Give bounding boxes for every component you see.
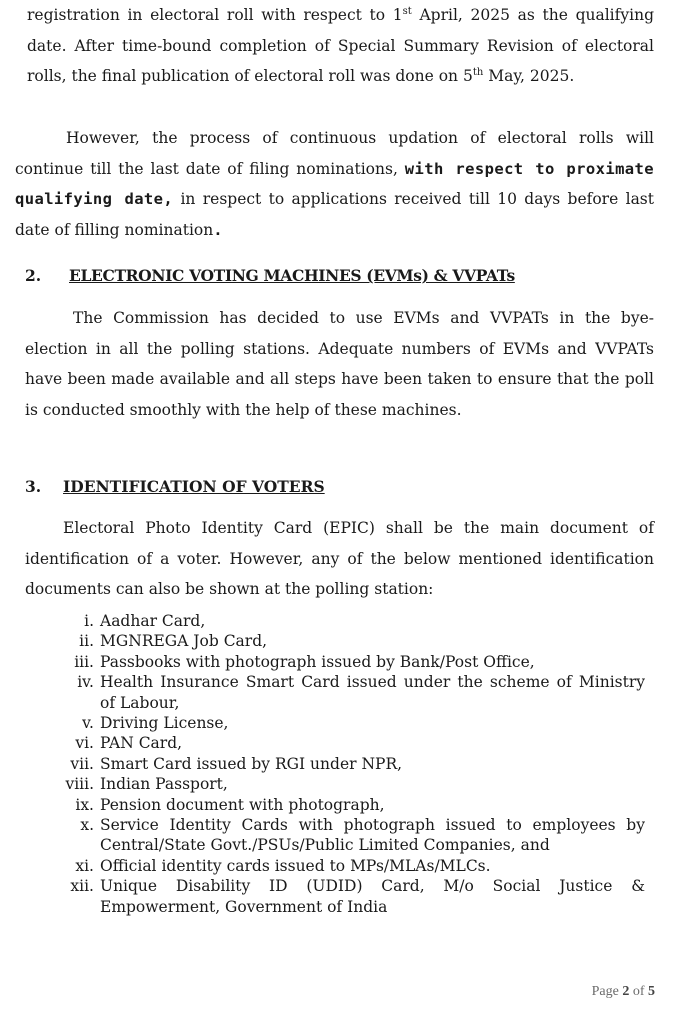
- list-item: [0, 815, 645, 856]
- list-item: [0, 672, 645, 713]
- list-item-marker: viii.: [65, 775, 94, 794]
- list-item-text: MGNREGA Job Card,: [100, 632, 268, 651]
- list-item: [0, 713, 645, 733]
- section-3-body: Electoral Photo Identity Card (EPIC) shall be the main document of identification of a voter. However, any of the below mentioned identification documents can also be shown at the polling station:: [25, 519, 654, 599]
- list-item-marker: iii.: [74, 652, 94, 671]
- section-2-title: ELECTRONIC VOTING MACHINES (EVMs) & VVPATs: [69, 266, 515, 285]
- list-item-marker: iv.: [77, 673, 94, 692]
- list-item: [0, 856, 645, 876]
- list-item-text: Indian Passport,: [100, 775, 228, 794]
- list-item-marker: ii.: [79, 632, 94, 651]
- list-item-marker: xii.: [70, 877, 94, 896]
- section-2-number: 2.: [25, 266, 42, 285]
- list-item-text: Health Insurance Smart Card issued under the scheme of Ministry of Labour,: [100, 673, 645, 712]
- list-item-text: Passbooks with photograph issued by Bank/Post Office,: [100, 652, 535, 671]
- page-total: 5: [648, 984, 655, 999]
- list-item-text: Service Identity Cards with photograph issued to employees by Central/State Govt./PSUs/Public Limited Companies, and: [100, 816, 645, 855]
- list-item-text: PAN Card,: [100, 734, 183, 753]
- paragraph-continuous-updation: However, the process of continuous updation of electoral rolls will continue till the last date of filing nominations, with respect to proximate qualifying date, in respect to applications received till 10 days before last date of filling nomination.: [15, 129, 655, 239]
- page-current: 2: [622, 984, 630, 999]
- list-item-marker: v.: [82, 714, 94, 733]
- list-item: [0, 652, 645, 672]
- section-2-heading: [25, 266, 515, 286]
- list-item: [0, 876, 645, 917]
- section-3-number: 3.: [25, 477, 42, 496]
- bold-qualifying-date: with respect to proximate qualifying date,: [15, 159, 655, 209]
- list-item-marker: x.: [80, 816, 94, 835]
- list-item: [0, 631, 645, 651]
- list-item: [0, 774, 645, 794]
- list-item: [0, 611, 645, 631]
- list-item-marker: vii.: [70, 754, 94, 773]
- list-item-marker: xi.: [75, 856, 94, 875]
- list-item-text: Aadhar Card,: [100, 612, 206, 630]
- section-3-heading: [25, 477, 325, 497]
- list-item-marker: i.: [84, 612, 94, 630]
- list-item-text: Official identity cards issued to MPs/MLAs/MLCs.: [100, 856, 491, 875]
- list-item-text: Driving License,: [100, 714, 229, 733]
- list-item-text: Unique Disability ID (UDID) Card, M/o Social Justice & Empowerment, Government of India: [100, 877, 645, 916]
- list-item-marker: ix.: [75, 795, 94, 814]
- section-2-body: The Commission has decided to use EVMs and VVPATs in the bye-election in all the polling stations. Adequate numbers of EVMs and VVPATs have been made available and all steps have been taken to ensure that the poll is conducted smoothly with the help of these machines.: [25, 309, 654, 419]
- list-item-text: Pension document with photograph,: [100, 795, 385, 814]
- section-3-title: IDENTIFICATION OF VOTERS: [63, 477, 325, 496]
- identification-documents-list: [0, 611, 645, 917]
- list-item-text: Smart Card issued by RGI under NPR,: [100, 754, 403, 773]
- paragraph-registration: registration in electoral roll with respect to 1st April, 2025 as the qualifying date. After time-bound completion of Special Summary Revision of electoral rolls, the final publication of electoral roll was done on 5th May, 2025.: [27, 5, 654, 86]
- list-item: [0, 795, 645, 815]
- list-item: [0, 754, 645, 774]
- list-item-marker: vi.: [75, 734, 94, 753]
- list-item: [0, 733, 645, 753]
- page-footer: Page 2 of 5: [591, 984, 655, 999]
